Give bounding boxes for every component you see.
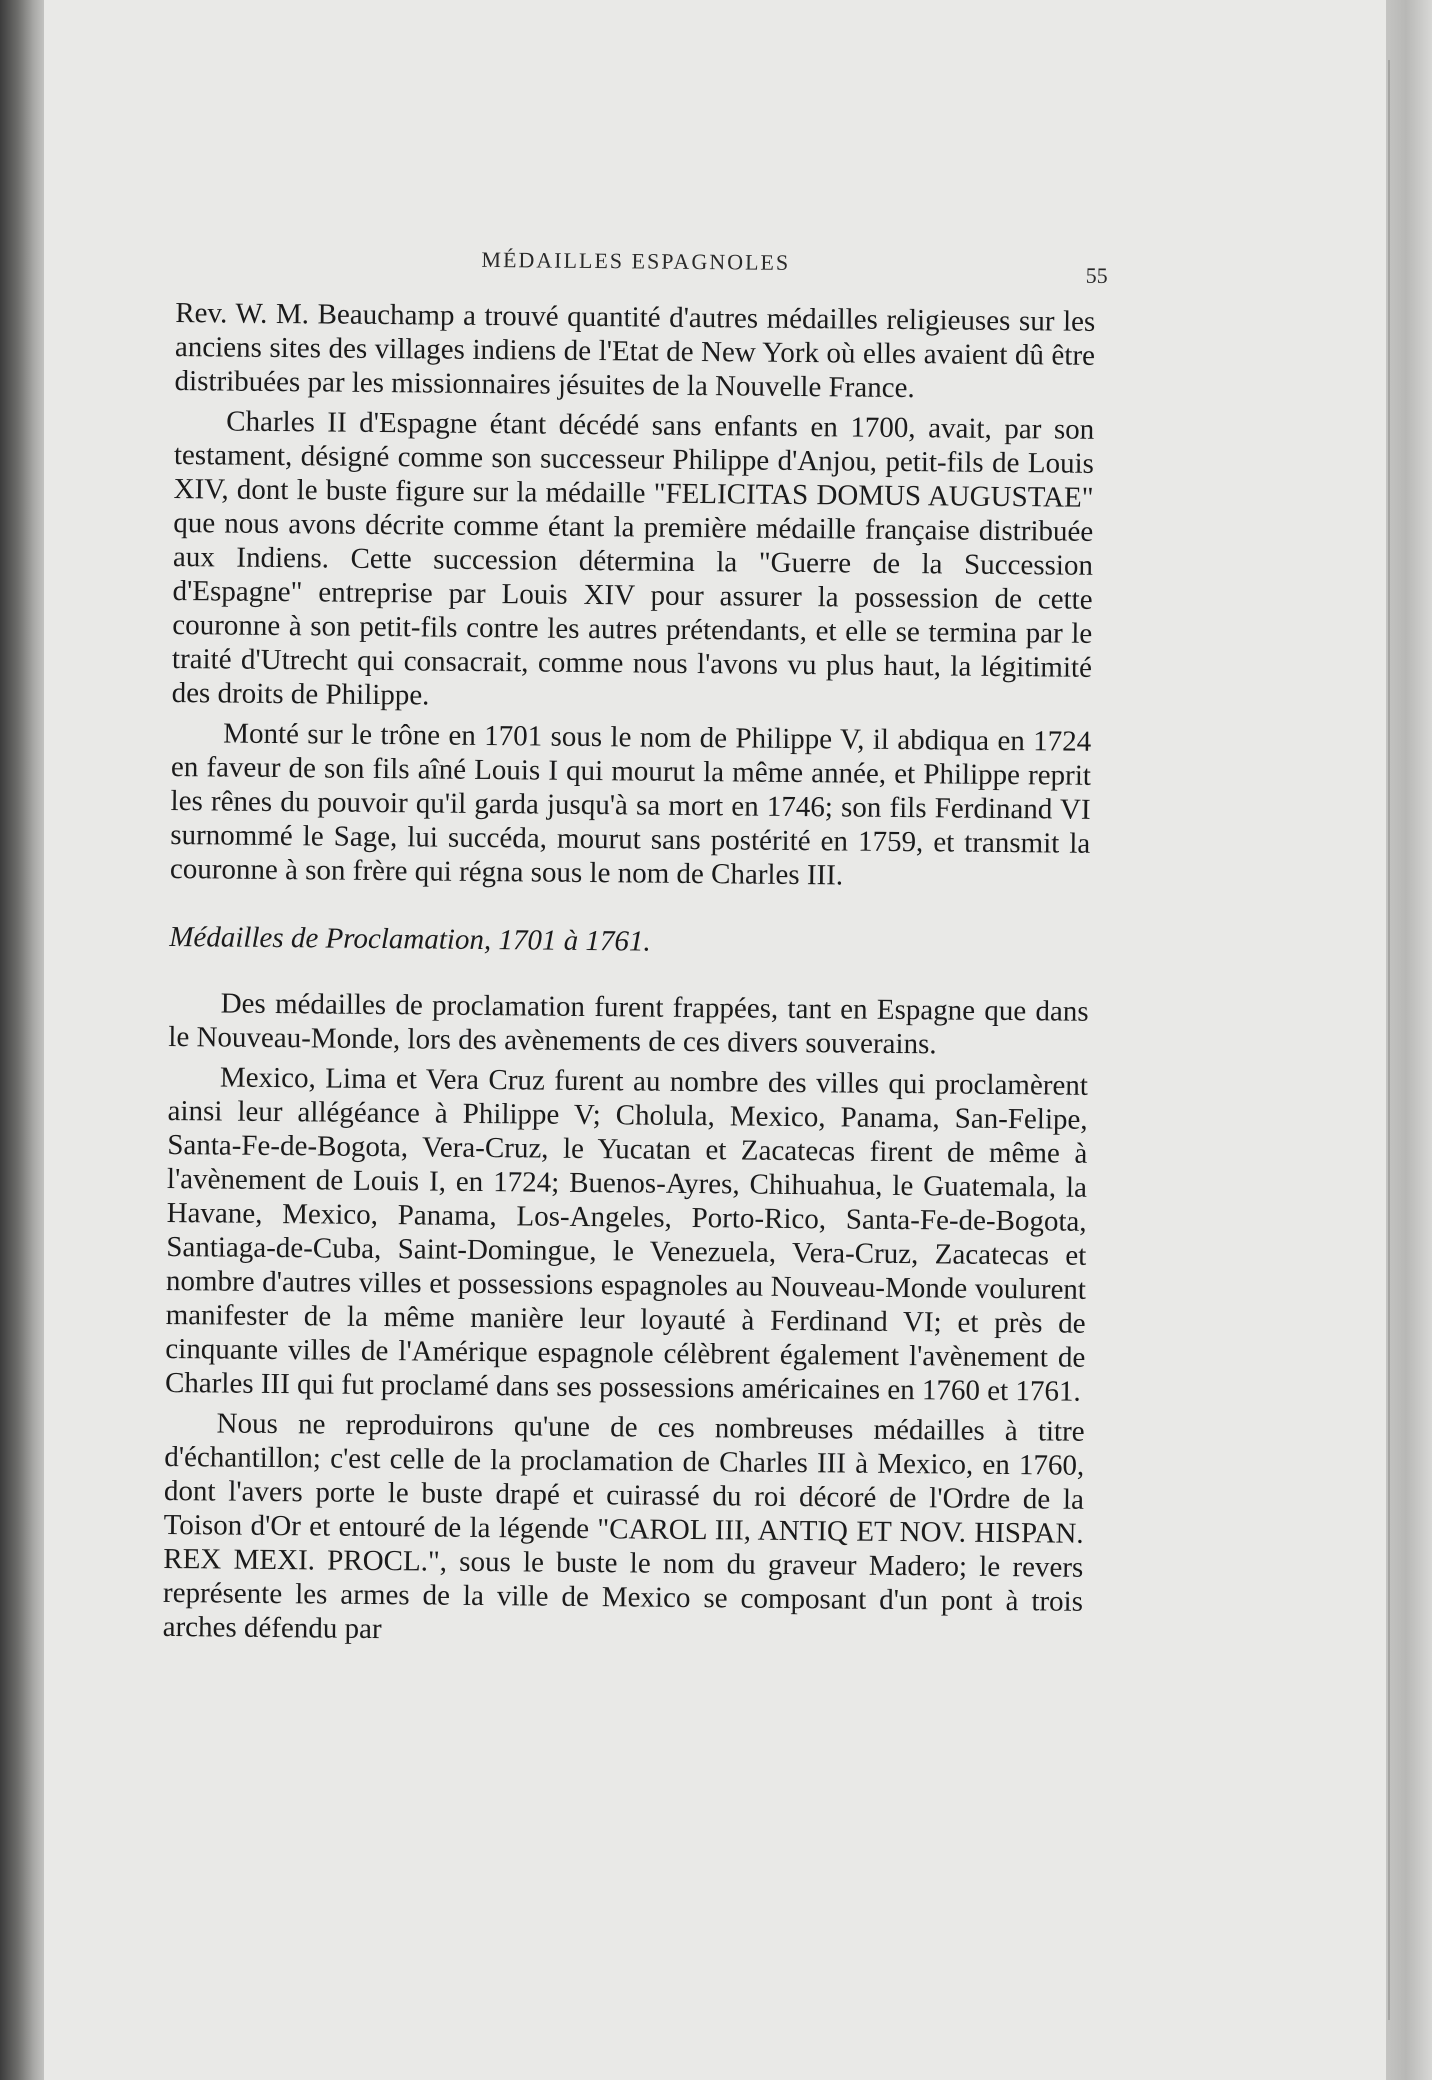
running-title: MÉDAILLES ESPAGNOLES [481,246,791,275]
book-binding-edge [0,0,50,2080]
paragraph-2: Charles II d'Espagne étant décédé sans enfants en 1700, avait, par son testament, désigné comme son successeur Philippe d'Anjou, petit-fils de Louis XIV, dont le buste figure sur la médaille "FELICITAS DOMUS AUGUSTAE" que nous avons décrite comme étant la première médaille française distribuée aux Indiens. Cette succession détermina la "Guerre de la Succession d'Espagne" entreprise par Louis XIV pour assurer la possession de cette couronne à son petit-fils contre les autres prétendants, et elle se termina par le traité d'Utrecht qui consacrait, comme nous l'avons vu plus haut, la légitimité des droits de Philippe. [171,405,1095,712]
paragraph-6: Nous ne reproduirons qu'une de ces nombreuses médailles à titre d'échantillon; c'est celle de la proclamation de Charles III à Mexico, en 1760, dont l'avers porte le buste drapé et cuirassé du roi décoré de l'Ordre de la Toison d'Or et entouré de la légende "CAROL III, ANTIQ ET NOV. HISPAN. REX MEXI. PROCL.", sous le buste le nom du graveur Madero; le revers représente les armes de la ville de Mexico se composant d'un pont à trois arches défendu par [162,1407,1085,1646]
paragraph-5: Mexico, Lima et Vera Cruz furent au nombre des villes qui proclamèrent ainsi leur allégéance à Philippe V; Cholula, Mexico, Panama, San-Felipe, Santa-Fe-de-Bogota, Vera-Cruz, le Yucatan et Zacatecas firent de même à l'avènement de Louis I, en 1724; Buenos-Ayres, Chihuahua, le Guatemala, la Havane, Mexico, Panama, Los-Angeles, Porto-Rico, Santa-Fe-de-Bogota, Santiaga-de-Cuba, Saint-Domingue, le Venezuela, Vera-Cruz, Zacatecas et nombre d'autres villes et possessions espagnoles au Nouveau-Monde voulurent manifester de la même manière leur loyauté à Ferdinand VI; et près de cinquante villes de l'Amérique espagnole célèbrent également l'avènement de Charles III qui fut proclamé dans ses possessions américaines en 1760 et 1761. [164,1061,1089,1408]
page-edge-shadow [1388,60,1390,2020]
page-text-block [162,240,1108,1653]
paragraph-1: Rev. W. M. Beauchamp a trouvé quantité d'autres médailles religieuses sur les anciens sites des villages indiens de l'Etat de New York où elles avaient dû être distribuées par les missionnaires jésuites de la Nouvelle France. [174,296,1096,405]
page-gutter [1386,0,1432,2080]
running-head [175,240,1108,305]
paragraph-3: Monté sur le trône en 1701 sous le nom de Philippe V, il abdiqua en 1724 en faveur de son fils aîné Louis I qui mourut la même année, et Philippe reprit les rênes du pouvoir qu'il garda jusqu'à sa mort en 1746; son fils Ferdinand VI surnommé le Sage, lui succéda, mourut sans postérité en 1759, et transmit la couronne à son frère qui régna sous le nom de Charles III. [169,717,1092,892]
paragraph-4: Des médailles de proclamation furent frappées, tant en Espagne que dans le Nouveau-Monde, lors des avènements de ces divers souverains. [168,987,1089,1061]
section-heading: Médailles de Proclamation, 1701 à 1761. [169,920,651,958]
page-number: 55 [1085,262,1108,288]
